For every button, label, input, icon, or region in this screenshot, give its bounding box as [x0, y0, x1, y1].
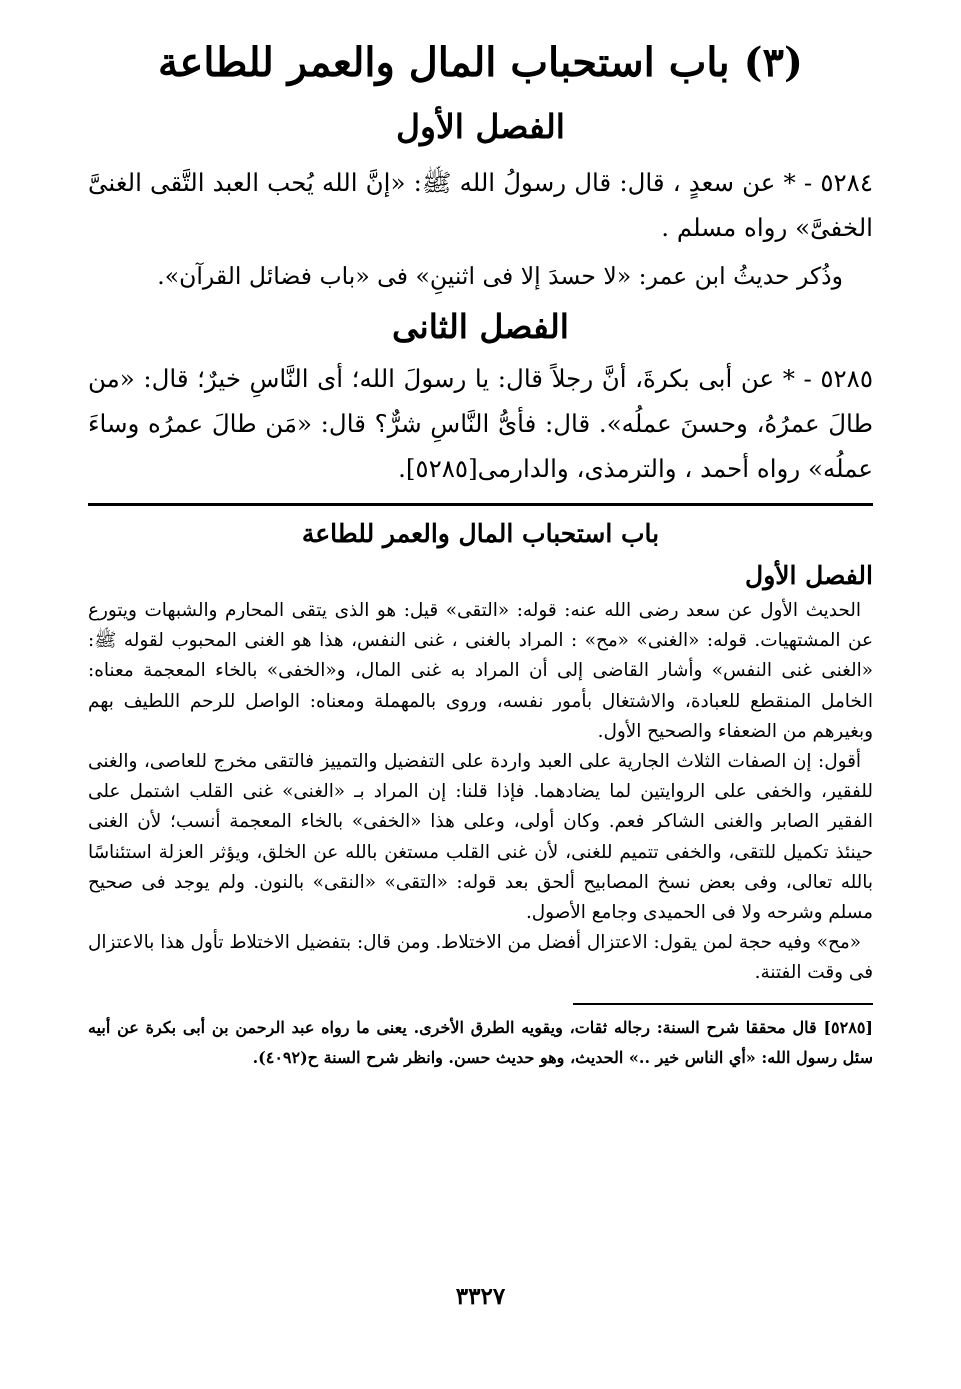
commentary-title: باب استحباب المال والعمر للطاعة — [301, 519, 660, 548]
ibn-umar-note: وذُكر حديثُ ابن عمر: «لا حسدَ إلا فى اثنينِ» فى «باب فضائل القرآن». — [157, 262, 843, 290]
section-title-first: الفصل الأول — [396, 107, 565, 146]
hadith-5285: ٥٢٨٥ - * عن أبى بكرةَ، أنَّ رجلاً قال: يا رسولَ الله؛ أى النَّاسِ خيرٌ؛ قال: «من طالَ عمرُهُ، وحسنَ عملُه». قال: فأىُّ النَّاسِ شرٌّ؟ قال: «مَن طالَ عمرُه وساءَ عملُه» رواه أحمد ، والترمذى، والدارمى[٥٢٨٥]. — [88, 364, 873, 483]
hadith-5284: ٥٢٨٤ - * عن سعدٍ ، قال: قال رسولُ الله ﷺ: «إنَّ الله يُحب العبد التَّقى الغنىَّ الخفىَّ» رواه مسلم . — [88, 168, 873, 242]
commentary-paragraph-2: أقول: إن الصفات الثلاث الجارية على العبد واردة على التفضيل والتمييز فالتقى مخرج للعاصى، والغنى للفقير، والخفى على الروايتين لما يضادهما. فإذا قلنا: إن المراد بـ «الغنى» غنى القلب اشتمل على الفقير الصابر والغنى الشاكر فعم. وكان أولى، وعلى هذا «الخفى» بالخاء المعجمة أنسب؛ لأن الغنى حينئذ تكميل للتقى، والخفى تتميم للغنى، لأن غنى القلب مستغن بالله عن الخلق، ويؤثر العزلة استئناسًا بالله تعالى، وفى بعض نسخ المصابيح ألحق بعد قوله: «التقى» «النقى» بالنون. ولم يوجد فى صحيح مسلم وشرحه ولا فى الحميدى وجامع الأصول. — [88, 751, 873, 924]
commentary-divider — [88, 503, 873, 506]
section-title-second: الفصل الثانى — [392, 307, 569, 346]
commentary-paragraph-3: «مح» وفيه حجة لمن يقول: الاعتزال أفضل من الاختلاط. ومن قال: بتفضيل الاختلاط تأول هذا بالاعتزال فى وقت الفتنة. — [88, 932, 873, 984]
chapter-title: (٣) باب استحباب المال والعمر للطاعة — [158, 39, 803, 86]
page-body — [88, 28, 873, 1073]
page-number: ٣٣٢٧ — [455, 1283, 506, 1310]
commentary-section-title: الفصل الأول — [745, 561, 873, 590]
footnote-divider — [573, 1003, 873, 1005]
footnote-5285: [٥٢٨٥] قال محققا شرح السنة: رجاله ثقات، ويقويه الطرق الأخرى. يعنى ما رواه عبد الرحمن بن أبى بكرة عن أبيه سئل رسول الله: «أي الناس خير ..» الحديث، وهو حديث حسن. وانظر شرح السنة ح(٤٠٩٢). — [88, 1017, 873, 1067]
commentary-paragraph-1: الحديث الأول عن سعد رضى الله عنه: قوله: «التقى» قيل: هو الذى يتقى المحارم والشبهات ويتورع عن المشتهيات. قوله: «الغنى» «مح» : المراد بالغنى ، غنى النفس، هذا هو الغنى المحبوب لقوله ﷺ: «الغنى غنى النفس» وأشار القاضى إلى أن المراد به غنى المال، و«الخفى» بالخاء المعجمة معناه: الخامل المنقطع للعبادة، والاشتغال بأمور نفسه، وروى بالمهملة ومعناه: الواصل للرحم اللطيف بهم وبغيرهم من الضعفاء والصحيح الأول. — [88, 600, 873, 742]
